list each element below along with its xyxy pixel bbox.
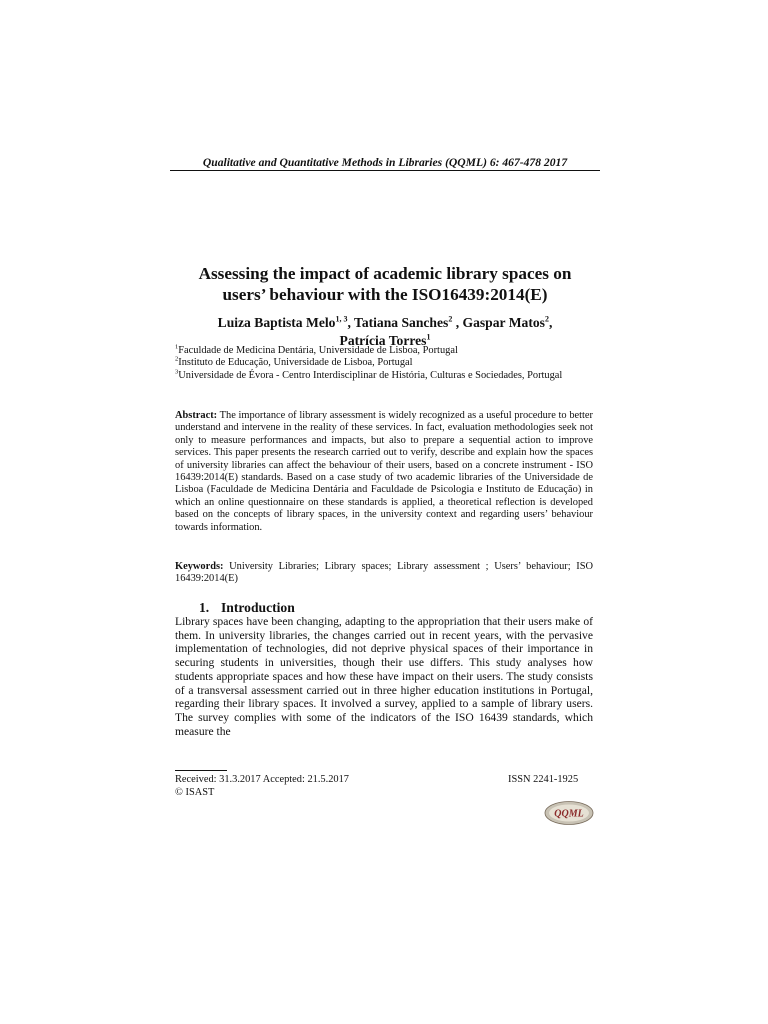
- introduction-body: Library spaces have been changing, adapting to the appropriation that their users make of them. In university libraries, the changes carried out in recent years, with the pervasive implementation of technologies, did not deprive physical spaces of their importance in securing students in universities, though their use differs. This study analyses how students appropriate spaces and how these have impact on their users. The study consists of a transversal assessment carried out in three higher education institutions in Portugal, regarding their library spaces. It involved a survey, applied to a sample of library users. The survey complies with some of the indicators of the ISO 16439 standards, which measure the: [175, 615, 593, 738]
- qqml-logo: [544, 800, 594, 826]
- issn: ISSN 2241-1925: [508, 774, 579, 785]
- author-name: Patrícia Torres: [339, 333, 427, 348]
- abstract-label: Abstract:: [175, 410, 218, 421]
- author-name: Luiza Baptista Melo: [217, 315, 336, 330]
- section-title: Introduction: [221, 600, 295, 615]
- keywords-text: University Libraries; Library spaces; Library assessment ; Users’ behaviour; ISO 16439:2014(E): [175, 561, 593, 585]
- paper-title: Assessing the impact of academic library spaces on users’ behaviour with the ISO16439:2014(E): [198, 264, 572, 304]
- footnote-rule: [175, 770, 227, 771]
- keywords-label: Keywords:: [175, 561, 224, 572]
- abstract-text: The importance of library assessment is widely recognized as a useful procedure to better understand and intervene in the reality of these services. In fact, evaluation methodologies seek not only to measure performances and impacts, but also to prepare a sequential action to improve services. This paper presents the research carried out to verify, describe and explain how the spaces of university libraries can affect the behaviour of their users, based on a concrete instrument - ISO 16439:2014(E) standards. Based on a case study of two academic libraries of the Universidade de Lisboa (Faculdade de Medicina Dentária and Faculdade de Psicologia e Instituto de Educação) in which an online questionnaire on these standards is applied, a theoretical reflection is developed based on the concepts of library spaces, in the university context and regarding users’ behaviour towards information.: [175, 410, 593, 533]
- affiliation: $^2$Instituto de Educação, Universidade de Lisboa, Portugal: [175, 355, 413, 369]
- author-affiliation-mark: 1: [426, 332, 431, 342]
- author-affiliation-mark: 2: [544, 314, 549, 324]
- author-affiliation-mark: 1, 3: [335, 314, 348, 324]
- footer-left: [175, 773, 349, 799]
- section-number: 1.: [199, 600, 210, 615]
- section-heading-introduction: [199, 600, 295, 616]
- author-affiliation-mark: 2: [448, 314, 453, 324]
- author-name: Gaspar Matos: [462, 315, 545, 330]
- affiliation: $^3$Universidade de Évora - Centro Interdisciplinar de História, Culturas e Sociedades, Portugal: [175, 368, 563, 381]
- received-dates: Received: 31.3.2017 Accepted: 21.5.2017: [175, 774, 350, 785]
- author-list: Luiza Baptista Melo$^{1, 3}$, Tatiana Sanches$^2$ , Gaspar Matos$^2$, Patrícia Torres$^1$: [217, 314, 553, 348]
- affiliation-list: [175, 345, 593, 382]
- logo-text: QQML: [554, 808, 584, 820]
- abstract: [175, 410, 593, 534]
- keywords: [175, 561, 593, 586]
- author-name: Tatiana Sanches: [354, 315, 449, 330]
- running-head: Qualitative and Quantitative Methods in Libraries (QQML) 6: 467-478 2017: [170, 156, 600, 171]
- affiliation: $^1$Faculdade de Medicina Dentária, Universidade de Lisboa, Portugal: [175, 343, 458, 356]
- copyright: © ISAST: [175, 787, 215, 798]
